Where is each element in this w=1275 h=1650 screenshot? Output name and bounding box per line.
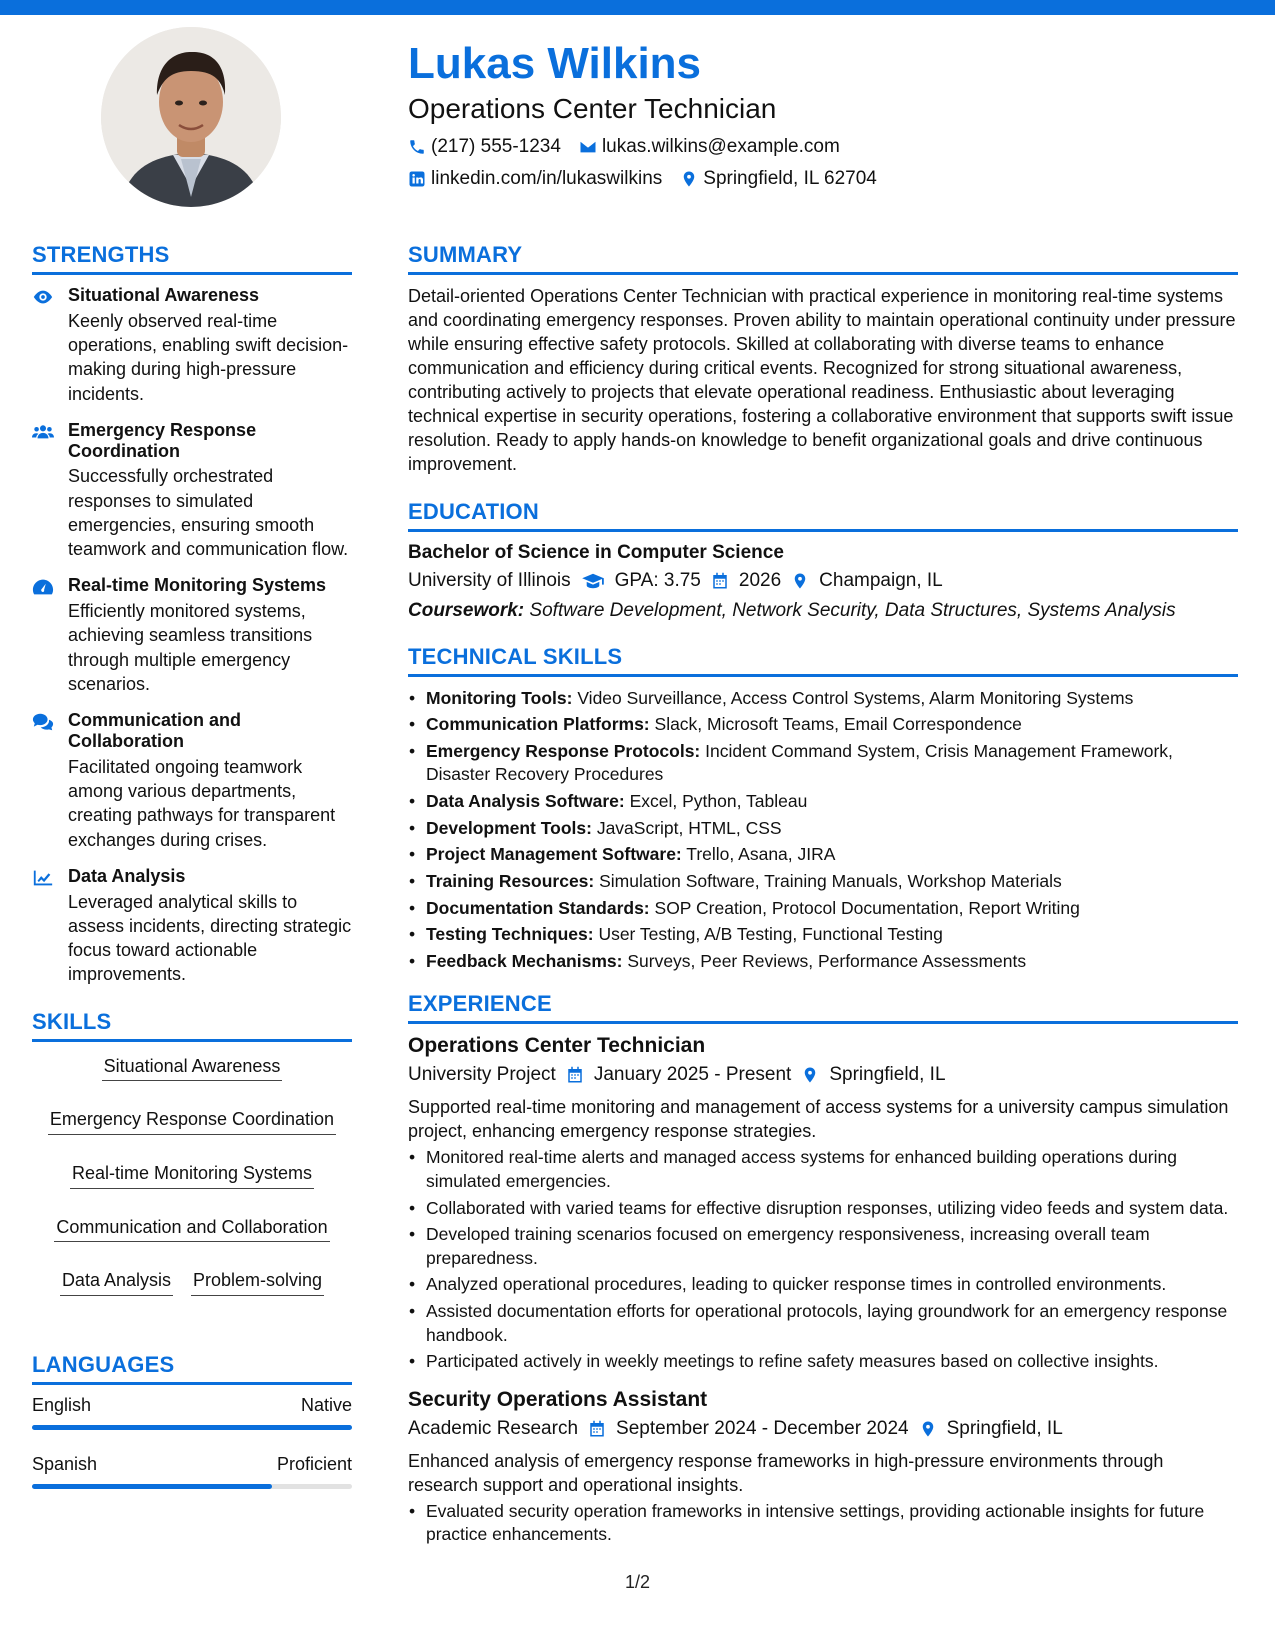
language-name: Spanish — [32, 1453, 98, 1474]
job-org: University Project — [408, 1064, 556, 1086]
language-proficiency-bar — [32, 1425, 352, 1430]
contact-row-1 — [408, 136, 1238, 158]
skill-category: Emergency Response Protocols: — [426, 740, 701, 761]
list-item — [426, 817, 1238, 841]
strength-title: Real-time Monitoring Systems — [68, 575, 327, 596]
languages-section — [32, 1352, 352, 1489]
summary-section — [408, 242, 1238, 477]
skill-category: Data Analysis Software: — [426, 791, 625, 811]
list-item: • Developed training scenarios focused on emergency responsiveness, increasing overall team preparedness. — [426, 1223, 1238, 1270]
job-meta — [408, 1064, 1238, 1086]
job-org: Academic Research — [408, 1417, 579, 1439]
candidate-title: Operations Center Technician — [408, 93, 777, 125]
map-pin-icon — [680, 170, 698, 188]
candidate-name: Lukas Wilkins — [408, 39, 702, 88]
skill-tag: Data Analysis — [60, 1270, 173, 1296]
list-item — [426, 687, 1238, 711]
strengths-heading: STRENGTHS — [32, 242, 352, 275]
job-description: Supported real-time monitoring and management of access systems for a university campus simulation project, enhancing emergency response strategies. — [408, 1097, 1229, 1142]
degree-title: Bachelor of Science in Computer Science — [408, 541, 784, 563]
coursework-label: Coursework: — [408, 599, 525, 621]
strength-item — [32, 420, 352, 562]
map-pin-icon — [801, 1066, 819, 1084]
skills-heading: SKILLS — [32, 1009, 352, 1042]
phone-icon — [408, 138, 426, 156]
job-bullets — [408, 1146, 1238, 1374]
users-icon — [32, 420, 56, 562]
language-item — [32, 1395, 352, 1430]
school-name: University of Illinois — [408, 569, 571, 591]
skill-category: Communication Platforms: — [426, 714, 650, 735]
profile-photo — [101, 27, 281, 207]
skill-tag: Emergency Response Coordination — [48, 1109, 336, 1135]
strength-desc: Facilitated ongoing teamwork among various departments, creating pathways for transparent exchanges during crises. — [68, 756, 336, 850]
list-item — [426, 740, 1238, 787]
email-text: lukas.wilkins@example.com — [601, 135, 840, 157]
strength-desc: Keenly observed real-time operations, enabling swift decision-making during high-pressure incidents. — [68, 310, 349, 404]
list-item: • Collaborated with varied teams for effective disruption responses, utilizing video feeds and system data. — [426, 1197, 1238, 1221]
job-location: Springfield, IL — [946, 1417, 1063, 1439]
skill-tag-list — [32, 1052, 352, 1310]
skill-category: Documentation Standards: — [426, 897, 650, 918]
map-pin-icon — [791, 572, 809, 590]
strength-item — [32, 866, 352, 987]
strength-item — [32, 710, 352, 852]
list-item — [426, 713, 1238, 737]
skill-values: Surveys, Peer Reviews, Performance Assessments — [627, 950, 1027, 971]
job-title: Security Operations Assistant — [408, 1387, 708, 1411]
technical-skills-section — [408, 644, 1238, 974]
gauge-icon — [32, 575, 56, 696]
job-dates: September 2024 - December 2024 — [616, 1417, 909, 1439]
contact-row-2 — [408, 168, 1238, 190]
list-item — [426, 843, 1238, 867]
top-accent-bar — [0, 0, 1275, 15]
skill-values: Trello, Asana, JIRA — [686, 844, 836, 865]
linkedin-text: linkedin.com/in/lukaswilkins — [431, 167, 663, 189]
job-location: Springfield, IL — [829, 1064, 946, 1086]
language-item — [32, 1454, 352, 1489]
skill-values: Incident Command System, Crisis Management Framework, Disaster Recovery Procedures — [426, 740, 1173, 785]
languages-heading: LANGUAGES — [32, 1352, 352, 1385]
education-section — [408, 499, 1238, 622]
summary-text: Detail-oriented Operations Center Technician with practical experience in monitoring real-time systems and coordinating emergency responses. Proven ability to maintain operational continuity under pressure while ensuring effective safety protocols. Skilled at collaborating with diverse teams to enhance communication and efficiency during critical events. Recognized for strong situational awareness, contributing actively to projects that elevate operational readiness. Enthusiastic about leveraging technical expertise in security operations, fostering a collaborative environment that supports swift issue resolution. Ready to apply hands-on knowledge to benefit organizational goals and drive continuous improvement. — [408, 286, 1236, 474]
coursework — [408, 600, 1238, 622]
job-bullets — [408, 1500, 1238, 1547]
right-column — [408, 242, 1238, 1550]
skill-category: Training Resources: — [426, 870, 595, 891]
envelope-icon — [579, 138, 597, 156]
resume-header — [408, 40, 1238, 190]
list-item: • Assisted documentation efforts for operational protocols, laying groundwork for an emergency response handbook. — [426, 1300, 1238, 1347]
eye-icon — [32, 285, 56, 406]
graduation-year: 2026 — [738, 569, 782, 591]
skill-category: Feedback Mechanisms: — [426, 950, 623, 971]
map-pin-icon — [919, 1420, 937, 1438]
page-number: 1/2 — [624, 1572, 651, 1592]
skill-values: Simulation Software, Training Manuals, Workshop Materials — [599, 870, 1062, 891]
language-name: English — [32, 1394, 92, 1415]
strength-title: Communication and Collaboration — [68, 710, 242, 751]
calendar-icon — [566, 1066, 584, 1084]
list-item — [426, 790, 1238, 814]
strength-item — [32, 285, 352, 406]
summary-heading: SUMMARY — [408, 242, 1238, 275]
skill-values: Video Surveillance, Access Control Systems, Alarm Monitoring Systems — [577, 687, 1134, 708]
skill-tag: Problem-solving — [191, 1270, 324, 1296]
education-meta — [408, 570, 1238, 592]
phone-text: (217) 555-1234 — [431, 135, 561, 157]
list-item — [426, 950, 1238, 974]
language-level: Proficient — [276, 1453, 352, 1474]
strength-title: Data Analysis — [68, 865, 186, 886]
job-entry — [408, 1034, 1238, 1374]
strength-item — [32, 575, 352, 696]
location-contact — [680, 168, 877, 190]
calendar-icon — [711, 572, 729, 590]
experience-heading: EXPERIENCE — [408, 991, 1238, 1024]
strength-title: Situational Awareness — [68, 285, 260, 305]
education-heading: EDUCATION — [408, 499, 1238, 532]
strengths-section — [32, 242, 352, 987]
location-text: Springfield, IL 62704 — [703, 167, 877, 189]
list-item: • Analyzed operational procedures, leading to quicker response times in controlled environments. — [426, 1273, 1238, 1297]
skill-tag: Situational Awareness — [102, 1056, 283, 1082]
language-proficiency-bar — [32, 1484, 352, 1489]
strength-desc: Leveraged analytical skills to assess incidents, directing strategic focus toward actionable improvements. — [68, 891, 352, 985]
skill-values: Slack, Microsoft Teams, Email Correspondence — [654, 714, 1022, 735]
skill-tag: Communication and Collaboration — [54, 1217, 329, 1243]
comments-icon — [32, 710, 56, 852]
list-item — [426, 870, 1238, 894]
calendar-icon — [588, 1420, 606, 1438]
skill-values: User Testing, A/B Testing, Functional Testing — [598, 924, 943, 945]
linkedin-icon — [408, 170, 426, 188]
graduation-cap-icon — [581, 572, 605, 590]
language-proficiency-fill — [32, 1484, 272, 1489]
strength-desc: Successfully orchestrated responses to simulated emergencies, ensuring smooth teamwork and communication flow. — [68, 466, 349, 560]
email-contact[interactable] — [579, 136, 840, 158]
skill-values: JavaScript, HTML, CSS — [596, 817, 782, 838]
skill-category: Development Tools: — [426, 817, 592, 838]
job-title: Operations Center Technician — [408, 1034, 706, 1058]
skill-category: Project Management Software: — [426, 844, 682, 865]
technical-skills-heading: TECHNICAL SKILLS — [408, 644, 1238, 677]
skill-tag: Real-time Monitoring Systems — [70, 1163, 314, 1189]
school-location: Champaign, IL — [819, 569, 943, 591]
strength-title: Emergency Response Coordination — [68, 419, 257, 461]
strength-desc: Efficiently monitored systems, achieving seamless transitions through multiple emergency scenarios. — [68, 601, 313, 695]
list-item — [426, 897, 1238, 921]
job-entry — [408, 1388, 1238, 1547]
job-description: Enhanced analysis of emergency response frameworks in high-pressure environments through research support and operational insights. — [408, 1450, 1164, 1495]
chart-line-icon — [32, 866, 56, 987]
technical-skills-list — [408, 687, 1238, 974]
coursework-list: Software Development, Network Security, Data Structures, Systems Analysis — [529, 599, 1176, 621]
left-column — [32, 242, 352, 1513]
skills-section — [32, 1009, 352, 1310]
job-meta — [408, 1418, 1238, 1440]
gpa-text: GPA: 3.75 — [614, 569, 701, 591]
skill-values: SOP Creation, Protocol Documentation, Report Writing — [654, 897, 1080, 918]
linkedin-contact[interactable] — [408, 168, 662, 190]
list-item: • Monitored real-time alerts and managed access systems for enhanced building operations during simulated emergencies. — [426, 1146, 1238, 1193]
list-item — [426, 923, 1238, 947]
list-item: • Evaluated security operation frameworks in intensive settings, providing actionable insights for future practice enhancements. — [426, 1500, 1238, 1547]
job-dates: January 2025 - Present — [593, 1064, 792, 1086]
language-proficiency-fill — [32, 1425, 352, 1430]
skill-category: Monitoring Tools: — [426, 687, 573, 708]
skill-category: Testing Techniques: — [426, 924, 594, 945]
phone-contact[interactable] — [408, 136, 561, 158]
list-item: • Participated actively in weekly meetings to refine safety measures based on collective insights. — [426, 1350, 1238, 1374]
language-level: Native — [300, 1394, 352, 1415]
skill-values: Excel, Python, Tableau — [629, 791, 808, 811]
experience-section — [408, 991, 1238, 1547]
